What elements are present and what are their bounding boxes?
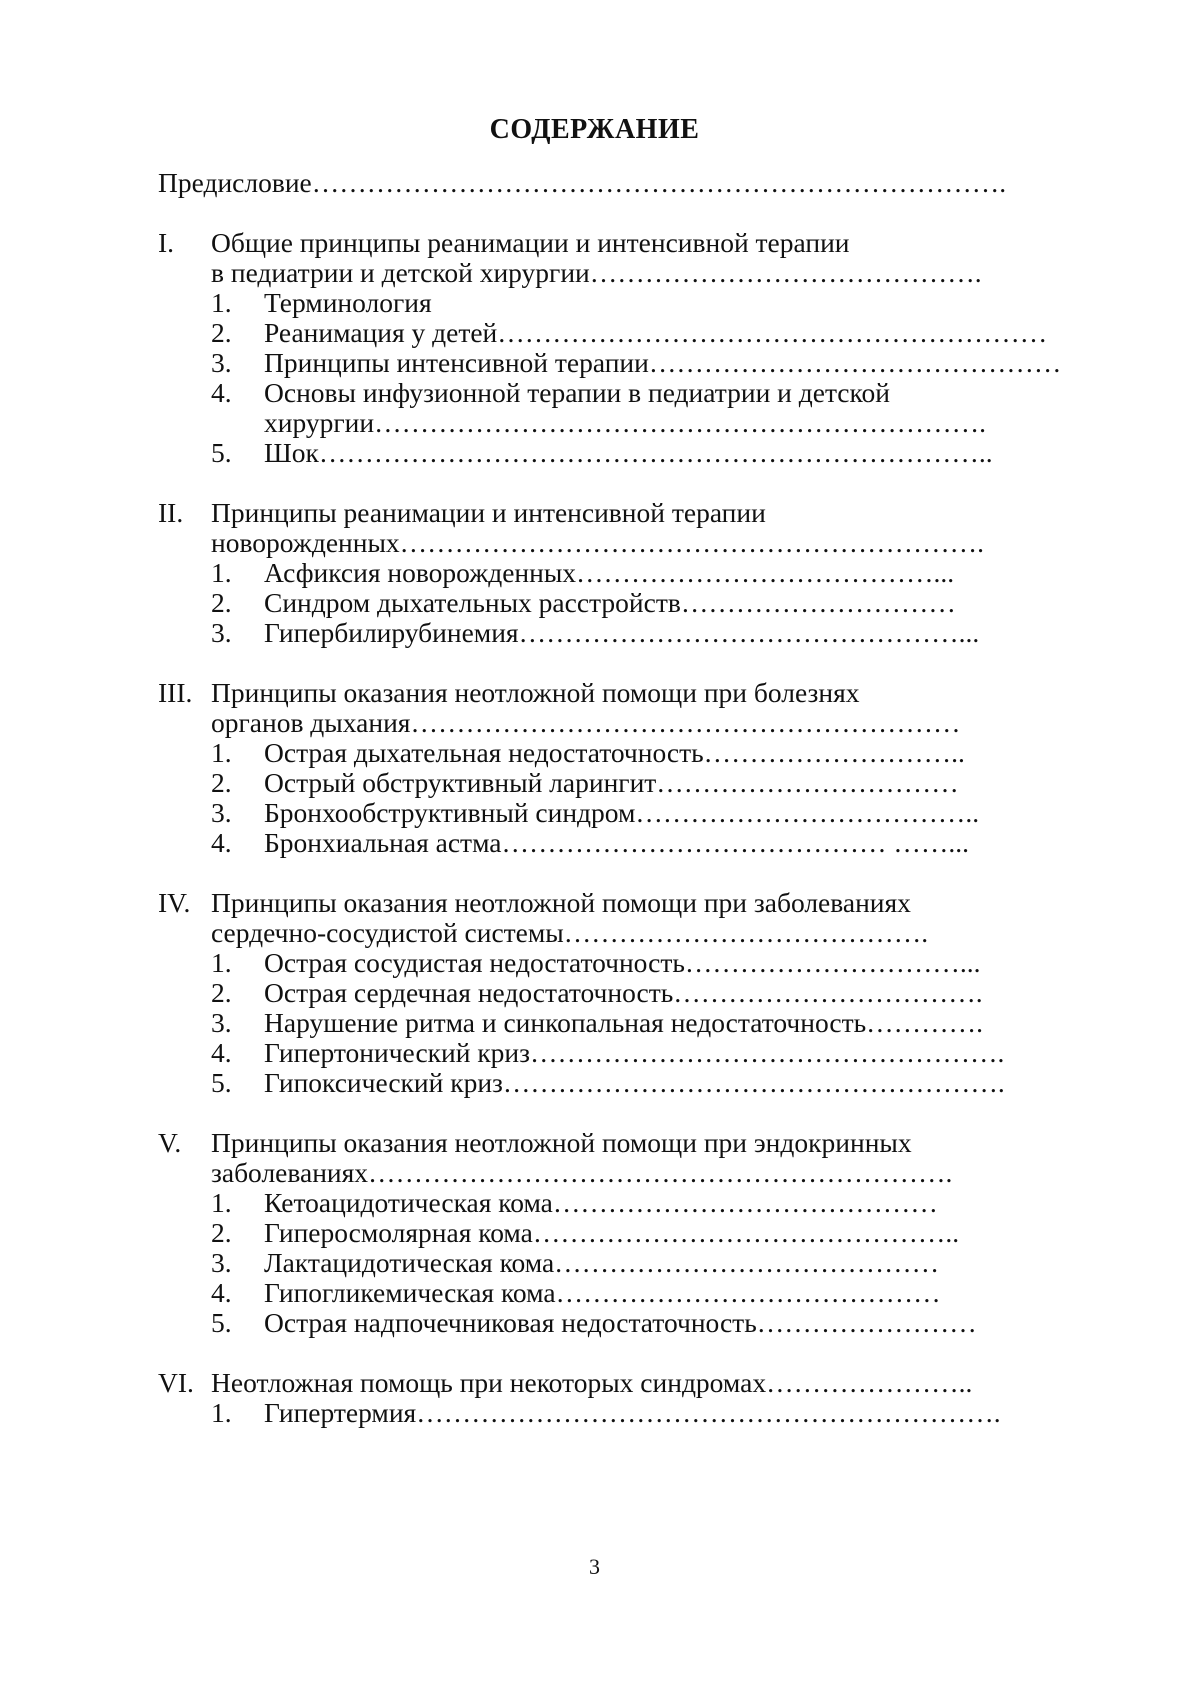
toc-entry-text: Асфиксия новорожденных…………………………………...: [264, 557, 955, 588]
toc-entry-text: Кетоацидотическая кома……………………………………: [264, 1187, 938, 1218]
toc-entry-number: 1.: [211, 557, 232, 588]
toc-entry-text: Гиперосмолярная кома………………………………………..: [264, 1217, 960, 1248]
toc-entry-text: Острая надпочечниковая недостаточность……………………: [264, 1307, 977, 1338]
toc-entry-number: 1.: [211, 1187, 232, 1218]
toc-entry-text: Гипербилирубинемия…………………………………………...: [264, 617, 980, 648]
toc-section-heading-text: сердечно-сосудистой системы………………………………….: [211, 917, 929, 948]
toc-entry-number: 4.: [211, 827, 232, 858]
toc-section-heading-text: новорожденных……………………………………………………….: [211, 527, 985, 558]
toc-entry-text: Острая дыхательная недостаточность………………………..: [264, 737, 965, 768]
toc-entry-number: 2.: [211, 1217, 232, 1248]
toc-section-heading-text: Неотложная помощь при некоторых синдромах…………………..: [211, 1367, 973, 1398]
toc-entry-text: Основы инфузионной терапии в педиатрии и детской: [264, 377, 890, 408]
toc-entry-number: 5.: [211, 1067, 232, 1098]
document-title: СОДЕРЖАНИЕ: [489, 114, 700, 145]
toc-entry-text: Гипертонический криз…………………………………………….: [264, 1037, 1005, 1068]
toc-entry-text: Бронхиальная астма…………………………………… ……...: [264, 827, 969, 858]
toc-section-heading-text: Принципы оказания неотложной помощи при эндокринных: [211, 1127, 912, 1158]
toc-entry-number: 1.: [211, 287, 232, 318]
toc-entry-text: хирургии………………………………………………………….: [264, 407, 986, 438]
toc-entry-text: Принципы интенсивной терапии………………………………………: [264, 347, 1062, 378]
toc-preface-text: Предисловие………………………………………………………………….: [158, 167, 1007, 198]
toc-entry-text: Нарушение ритма и синкопальная недостаточность………….: [264, 1007, 984, 1038]
toc-entry-number: 4.: [211, 377, 232, 408]
toc-entry-number: 3.: [211, 797, 232, 828]
toc-section-heading-text: заболеваниях……………………………………………………….: [211, 1157, 953, 1188]
toc-entry-number: 2.: [211, 587, 232, 618]
toc-entry-number: 2.: [211, 317, 232, 348]
toc-entry-number: 2.: [211, 767, 232, 798]
toc-section-heading-number: VI.: [158, 1367, 194, 1398]
toc-section-heading-text: Принципы оказания неотложной помощи при болезнях: [211, 677, 860, 708]
toc-section-heading-text: органов дыхания……………………………………………………: [211, 707, 961, 738]
toc-entry-number: 3.: [211, 347, 232, 378]
toc-entry-text: Шок………………………………………………………………..: [264, 437, 993, 468]
toc-section-heading-text: Общие принципы реанимации и интенсивной терапии: [211, 227, 850, 258]
toc-entry-text: Острая сердечная недостаточность…………………………….: [264, 977, 983, 1008]
toc-section-heading-text: Принципы оказания неотложной помощи при заболеваниях: [211, 887, 911, 918]
toc-entry-number: 4.: [211, 1037, 232, 1068]
toc-entry-text: Гипогликемическая кома……………………………………: [264, 1277, 941, 1308]
toc-entry-text: Реанимация у детей……………………………………………………: [264, 317, 1048, 348]
page-number: 3: [589, 1554, 600, 1579]
toc-entry-text: Терминология: [264, 287, 432, 318]
toc-section-heading-text: в педиатрии и детской хирургии…………………………………….: [211, 257, 982, 288]
toc-section-heading-number: I.: [158, 227, 175, 258]
toc-entry-text: Бронхообструктивный синдром………………………………..: [264, 797, 980, 828]
toc-entry-text: Острая сосудистая недостаточность…………………………...: [264, 947, 981, 978]
toc-section-heading-number: IV.: [158, 887, 191, 918]
toc-entry-number: 1.: [211, 947, 232, 978]
toc-entry-text: Лактацидотическая кома……………………………………: [264, 1247, 940, 1278]
toc-entry-number: 3.: [211, 617, 232, 648]
toc-entry-text: Синдром дыхательных расстройств…………………………: [264, 587, 956, 618]
toc-section-heading-number: III.: [158, 677, 193, 708]
toc-entry-number: 1.: [211, 737, 232, 768]
toc-section-heading-text: Принципы реанимации и интенсивной терапии: [211, 497, 766, 528]
toc-entry-number: 3.: [211, 1007, 232, 1038]
toc-entry-number: 2.: [211, 977, 232, 1008]
toc-section-heading-number: II.: [158, 497, 184, 528]
toc-entry-number: 5.: [211, 437, 232, 468]
toc-entry-text: Острый обструктивный ларингит……………………………: [264, 767, 959, 798]
toc-entry-number: 5.: [211, 1307, 232, 1338]
toc-entry-text: Гипертермия……………………………………………………….: [264, 1397, 1001, 1428]
toc-entry-number: 4.: [211, 1277, 232, 1308]
toc-entry-number: 3.: [211, 1247, 232, 1278]
toc-section-heading-number: V.: [158, 1127, 182, 1158]
toc-entry-number: 1.: [211, 1397, 232, 1428]
toc-entry-text: Гипоксический криз……………………………………………….: [264, 1067, 1005, 1098]
